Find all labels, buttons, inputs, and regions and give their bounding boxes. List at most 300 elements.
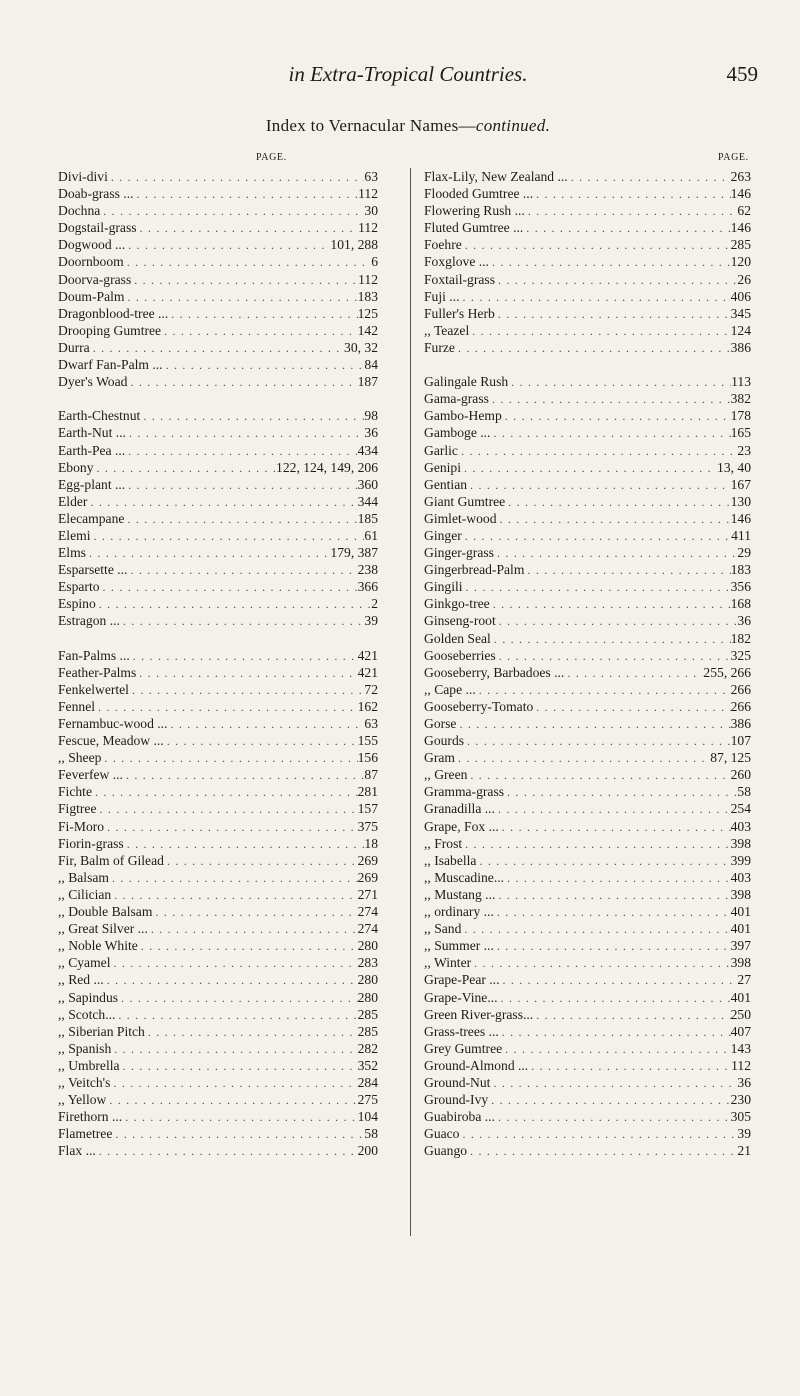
- dot-leader: [524, 562, 730, 579]
- entry-page: 250: [730, 1006, 751, 1022]
- index-entry: [424, 818, 751, 835]
- dot-leader: [104, 819, 358, 836]
- entry-name: Guabiroba ...: [424, 1109, 495, 1125]
- index-entry: [58, 236, 378, 253]
- entry-page: 107: [730, 733, 751, 749]
- entry-page: 254: [730, 801, 751, 817]
- index-entry: [424, 698, 751, 715]
- dot-leader: [490, 425, 730, 442]
- entry-page: 122, 124, 149, 206: [276, 459, 378, 475]
- dot-leader: [491, 631, 731, 648]
- entry-page: 30, 32: [344, 339, 378, 355]
- dot-leader: [90, 528, 364, 545]
- dot-leader: [110, 955, 357, 972]
- dot-leader: [104, 972, 358, 989]
- entry-name: Gingili: [424, 579, 463, 595]
- dot-leader: [140, 408, 364, 425]
- entry-page: 58: [364, 1126, 378, 1142]
- entry-name: Dwarf Fan-Palm ...: [58, 357, 163, 373]
- entry-page: 407: [730, 1023, 751, 1039]
- index-entry: [58, 852, 378, 869]
- entry-page: 187: [357, 374, 378, 390]
- index-entry: [424, 185, 751, 202]
- index-entry: [424, 989, 751, 1006]
- dot-leader: [125, 477, 357, 494]
- index-entry: [58, 647, 378, 664]
- entry-name: Durra: [58, 339, 90, 355]
- entry-name: ,, Winter: [424, 955, 472, 971]
- index-entry: [424, 766, 751, 783]
- dot-leader: [489, 254, 731, 271]
- index-entry: [58, 595, 378, 612]
- entry-page: 142: [357, 322, 378, 338]
- entry-name: Fuller's Herb: [424, 305, 495, 321]
- entry-name: ,, Sheep: [58, 750, 102, 766]
- index-entry: [58, 766, 378, 783]
- entry-name: Fuji ...: [424, 288, 460, 304]
- entry-name: Dyer's Woad: [58, 374, 128, 390]
- dot-leader: [124, 254, 372, 271]
- dot-leader: [476, 682, 731, 699]
- entry-page: 274: [357, 921, 378, 937]
- entry-page: 63: [364, 169, 378, 184]
- index-entry: [424, 1040, 751, 1057]
- entry-page: 101, 288: [330, 237, 378, 253]
- index-entry: [424, 424, 751, 441]
- dot-leader: [100, 579, 358, 596]
- dot-leader: [90, 340, 344, 357]
- entry-page: 325: [730, 647, 751, 663]
- index-entry: [58, 202, 378, 219]
- entry-name: Espino: [58, 596, 96, 612]
- entry-page: 255, 266: [703, 664, 751, 680]
- dot-leader: [115, 1007, 357, 1024]
- entry-page: 39: [364, 613, 378, 629]
- index-entry: [424, 288, 751, 305]
- entry-name: Gimlet-wood: [424, 510, 497, 526]
- index-entry: [58, 476, 378, 493]
- index-entry: [424, 339, 751, 356]
- dot-leader: [490, 596, 731, 613]
- entry-page: 6: [371, 254, 378, 270]
- entry-name: Foehre: [424, 237, 462, 253]
- dot-leader: [120, 1058, 358, 1075]
- index-entry: [58, 442, 378, 459]
- entry-name: Earth-Chestnut: [58, 408, 141, 424]
- entry-page: 399: [730, 852, 751, 868]
- index-entry: [424, 749, 751, 766]
- index-entry: [58, 1023, 378, 1040]
- index-entry: [424, 971, 751, 988]
- dot-leader: [467, 1143, 737, 1160]
- dot-leader: [164, 853, 358, 870]
- entry-page: 130: [730, 493, 751, 509]
- index-entry: [424, 168, 751, 185]
- index-entry: [58, 1040, 378, 1057]
- entry-page: 403: [730, 869, 751, 885]
- dot-leader: [463, 579, 731, 596]
- index-entry: [424, 1091, 751, 1108]
- index-entry: [58, 1125, 378, 1142]
- dot-leader: [111, 887, 357, 904]
- dot-leader: [508, 374, 731, 391]
- entry-page: 18: [364, 835, 378, 851]
- dot-leader: [108, 169, 365, 186]
- entry-page: 386: [730, 716, 751, 731]
- entry-page: 29: [737, 545, 751, 561]
- entry-page: 411: [731, 527, 751, 543]
- index-entry: [424, 527, 751, 544]
- dot-leader: [167, 716, 364, 733]
- dot-leader: [125, 443, 357, 460]
- entry-name: ,, Frost: [424, 835, 463, 851]
- entry-page: 266: [730, 698, 751, 714]
- entry-name: Fernambuc-wood ...: [58, 716, 168, 731]
- entry-page: 280: [357, 989, 378, 1005]
- index-entry: [58, 561, 378, 578]
- index-heading-main: Index to Vernacular Names—: [265, 116, 476, 135]
- right-index-column: [424, 168, 751, 1159]
- entry-page: 344: [357, 493, 378, 509]
- index-entry: [424, 561, 751, 578]
- dot-leader: [101, 750, 357, 767]
- entry-page: 13, 40: [717, 459, 751, 475]
- index-entry: [424, 373, 751, 390]
- entry-name: Ginkgo-tree: [424, 596, 490, 612]
- entry-name: Foxtail-grass: [424, 271, 495, 287]
- entry-page: 72: [364, 681, 378, 697]
- index-entry: [58, 1108, 378, 1125]
- index-entry: [58, 271, 378, 288]
- dot-leader: [564, 665, 703, 682]
- entry-name: Giant Gumtree: [424, 493, 506, 509]
- index-entry: [424, 1006, 751, 1023]
- dot-leader: [502, 1041, 730, 1058]
- entry-name: ,, Summer ...: [424, 938, 494, 954]
- index-entry: [58, 578, 378, 595]
- entry-name: Esparsette ...: [58, 562, 128, 578]
- index-entry: [424, 322, 751, 339]
- dot-leader: [495, 887, 730, 904]
- entry-name: Flowering Rush ...: [424, 203, 525, 219]
- index-entry: [424, 869, 751, 886]
- index-entry: [58, 1006, 378, 1023]
- dot-leader: [461, 921, 730, 938]
- entry-name: Fenkelwertel: [58, 681, 129, 697]
- dot-leader: [496, 648, 731, 665]
- index-entry: [58, 493, 378, 510]
- dot-leader: [109, 870, 358, 887]
- dot-leader: [455, 340, 731, 357]
- entry-page: 87, 125: [710, 750, 751, 766]
- entry-page: 156: [357, 750, 378, 766]
- dot-leader: [163, 357, 365, 374]
- dot-leader: [523, 220, 730, 237]
- index-entry: [58, 373, 378, 390]
- entry-page: 182: [730, 630, 751, 646]
- dot-leader: [95, 699, 358, 716]
- entry-name: Ginger: [424, 527, 462, 543]
- entry-name: ,, Yellow: [58, 1092, 107, 1108]
- entry-page: 285: [357, 1023, 378, 1039]
- entry-name: Gingerbread-Palm: [424, 562, 525, 578]
- entry-name: Grape-Vine...: [424, 989, 498, 1005]
- entry-name: Gorse: [424, 716, 457, 731]
- entry-page: 282: [357, 1040, 378, 1056]
- dot-leader: [96, 1143, 358, 1160]
- index-entry: [424, 681, 751, 698]
- entry-name: ,, Veitch's: [58, 1074, 111, 1090]
- dot-leader: [123, 767, 364, 784]
- dot-leader: [136, 665, 357, 682]
- entry-page: 146: [730, 220, 751, 236]
- index-entry: [58, 322, 378, 339]
- entry-name: Gourds: [424, 733, 465, 749]
- index-entry: [58, 407, 378, 424]
- dot-leader: [459, 1126, 737, 1143]
- entry-page: 168: [730, 596, 751, 612]
- index-entry: [424, 647, 751, 664]
- entry-name: Esparto: [58, 579, 100, 595]
- dot-leader: [494, 545, 737, 562]
- entry-name: Guaco: [424, 1126, 460, 1142]
- entry-page: 200: [357, 1143, 378, 1159]
- entry-name: Earth-Pea ...: [58, 442, 126, 458]
- entry-name: Fluted Gumtree ...: [424, 220, 524, 236]
- entry-name: Dogwood ...: [58, 237, 126, 253]
- index-entry: [424, 544, 751, 561]
- dot-leader: [488, 1092, 730, 1109]
- entry-name: Dogstail-grass: [58, 220, 137, 236]
- dot-leader: [476, 853, 730, 870]
- entry-name: Fiorin-grass: [58, 835, 124, 851]
- index-entry: [424, 459, 751, 476]
- entry-name: Ground-Nut: [424, 1074, 491, 1090]
- entry-page: 230: [730, 1092, 751, 1108]
- index-entry: [58, 510, 378, 527]
- entry-page: 398: [730, 835, 751, 851]
- dot-leader: [462, 836, 730, 853]
- entry-name: Doorva-grass: [58, 271, 132, 287]
- index-entry: [58, 681, 378, 698]
- dot-leader: [96, 596, 371, 613]
- dot-leader: [528, 1058, 731, 1075]
- dot-leader: [164, 733, 358, 750]
- dot-leader: [86, 545, 330, 562]
- entry-name: Doornboom: [58, 254, 124, 270]
- index-heading: [58, 116, 758, 136]
- entry-page: 112: [358, 220, 378, 236]
- entry-name: Fi-Moro: [58, 818, 105, 834]
- index-entry: [58, 749, 378, 766]
- entry-name: Earth-Nut ...: [58, 425, 126, 441]
- entry-page: 36: [737, 613, 751, 629]
- entry-page: 260: [730, 767, 751, 783]
- entry-page: 434: [357, 442, 378, 458]
- index-entry: [424, 612, 751, 629]
- dot-leader: [131, 272, 358, 289]
- entry-name: Elms: [58, 545, 86, 561]
- index-entry: [424, 630, 751, 647]
- entry-page: 352: [357, 1057, 378, 1073]
- index-entry: [58, 288, 378, 305]
- entry-page: 382: [730, 391, 751, 407]
- index-entry: [424, 1057, 751, 1074]
- index-entry: [424, 578, 751, 595]
- entry-name: Elder: [58, 493, 88, 509]
- dot-leader: [502, 408, 731, 425]
- page-number: 459: [726, 62, 758, 86]
- index-entry: [424, 664, 751, 681]
- entry-name: ,, Isabella: [424, 852, 477, 868]
- entry-name: Fir, Balm of Gilead: [58, 852, 164, 868]
- entry-name: Divi-divi: [58, 169, 108, 184]
- index-entry: [58, 339, 378, 356]
- index-entry: [58, 219, 378, 236]
- entry-name: Dragonblood-tree ...: [58, 305, 169, 321]
- index-entry: [58, 903, 378, 920]
- entry-page: 120: [730, 254, 751, 270]
- index-entry: [424, 442, 751, 459]
- index-entry: [424, 1108, 751, 1125]
- dot-leader: [495, 801, 731, 818]
- entry-page: 305: [730, 1109, 751, 1125]
- index-entry: [58, 253, 378, 270]
- index-entry: [424, 1142, 751, 1159]
- entry-name: Gramma-grass: [424, 784, 505, 800]
- index-entry: [58, 783, 378, 800]
- dot-leader: [499, 972, 737, 989]
- entry-name: Furze: [424, 339, 455, 355]
- entry-name: Granadilla ...: [424, 801, 495, 817]
- entry-page: 266: [730, 681, 751, 697]
- entry-name: ,, Mustang ...: [424, 886, 496, 902]
- entry-name: Gooseberry, Barbadoes ...: [424, 664, 565, 680]
- index-entry: [58, 664, 378, 681]
- entry-name: ,, Siberian Pitch: [58, 1023, 145, 1039]
- entry-name: ,, ordinary ...: [424, 904, 494, 920]
- entry-name: Flax ...: [58, 1143, 96, 1159]
- index-entry: [424, 783, 751, 800]
- dot-leader: [92, 784, 358, 801]
- entry-page: 30: [364, 203, 378, 219]
- entry-name: Guango: [424, 1143, 468, 1159]
- entry-page: 63: [364, 716, 378, 731]
- dot-leader: [462, 237, 731, 254]
- dot-leader: [462, 528, 731, 545]
- entry-page: 421: [357, 664, 378, 680]
- dot-leader: [471, 955, 730, 972]
- entry-name: ,, Teazel: [424, 322, 470, 338]
- entry-name: Garlic: [424, 442, 458, 458]
- entry-name: ,, Cilician: [58, 886, 112, 902]
- entry-name: Fan-Palms ...: [58, 647, 130, 663]
- dot-leader: [568, 169, 731, 186]
- entry-page: 165: [730, 425, 751, 441]
- index-entry: [58, 305, 378, 322]
- entry-page: 401: [730, 904, 751, 920]
- entry-page: 366: [357, 579, 378, 595]
- index-entry: [424, 236, 751, 253]
- index-entry: [424, 800, 751, 817]
- entry-page: 285: [730, 237, 751, 253]
- dot-leader: [533, 1007, 730, 1024]
- entry-name: Gentian: [424, 476, 468, 492]
- dot-leader: [87, 494, 357, 511]
- entry-name: Grape, Fox ...: [424, 818, 499, 834]
- entry-name: Green River-grass...: [424, 1006, 534, 1022]
- entry-page: 403: [730, 818, 751, 834]
- index-entry: [424, 937, 751, 954]
- entry-page: 112: [358, 271, 378, 287]
- dot-leader: [504, 784, 737, 801]
- dot-leader: [112, 1126, 364, 1143]
- dot-leader: [161, 323, 358, 340]
- dot-leader: [495, 1109, 731, 1126]
- dot-leader: [461, 460, 717, 477]
- index-entry: [424, 271, 751, 288]
- index-entry: [58, 168, 378, 185]
- entry-page: 283: [357, 955, 378, 971]
- entry-name: Doum-Palm: [58, 288, 125, 304]
- entry-name: Galingale Rush: [424, 374, 509, 390]
- dot-leader: [499, 1024, 731, 1041]
- entry-page: 280: [357, 938, 378, 954]
- entry-name: Figtree: [58, 801, 97, 817]
- index-entry: [424, 595, 751, 612]
- dot-leader: [496, 613, 738, 630]
- dot-leader: [125, 237, 330, 254]
- entry-name: Ebony: [58, 459, 94, 475]
- entry-name: ,, Sand: [424, 921, 462, 937]
- entry-name: Elecampane: [58, 510, 125, 526]
- index-entry: [424, 835, 751, 852]
- entry-name: ,, Double Balsam: [58, 904, 153, 920]
- entry-page: 274: [357, 904, 378, 920]
- entry-page: 104: [357, 1109, 378, 1125]
- entry-page: 36: [737, 1074, 751, 1090]
- entry-page: 398: [730, 886, 751, 902]
- dot-leader: [120, 613, 364, 630]
- left-page-column-header: PAGE.: [256, 152, 287, 163]
- entry-page: 155: [357, 733, 378, 749]
- index-entry: [58, 1142, 378, 1159]
- dot-leader: [110, 1075, 357, 1092]
- index-entry: [58, 1057, 378, 1074]
- entry-name: ,, Sapindus: [58, 989, 119, 1005]
- dot-leader: [124, 511, 357, 528]
- index-heading-continued: continued.: [475, 116, 551, 135]
- index-entry: [424, 305, 751, 322]
- entry-name: Fescue, Meadow ...: [58, 733, 164, 749]
- entry-page: 98: [364, 408, 378, 424]
- column-divider: [410, 168, 411, 1236]
- entry-page: 27: [737, 972, 751, 988]
- entry-page: 269: [357, 869, 378, 885]
- entry-name: ,, Cape ...: [424, 681, 476, 697]
- entry-page: 146: [730, 510, 751, 526]
- index-entry: [424, 732, 751, 749]
- dot-leader: [100, 203, 364, 220]
- dot-leader: [469, 323, 730, 340]
- entry-name: Elemi: [58, 527, 91, 543]
- entry-page: 178: [730, 408, 751, 424]
- index-entry: [58, 1074, 378, 1091]
- index-entry: [58, 886, 378, 903]
- entry-page: 113: [731, 374, 751, 390]
- entry-page: 167: [730, 476, 751, 492]
- entry-name: Flooded Gumtree ...: [424, 186, 534, 202]
